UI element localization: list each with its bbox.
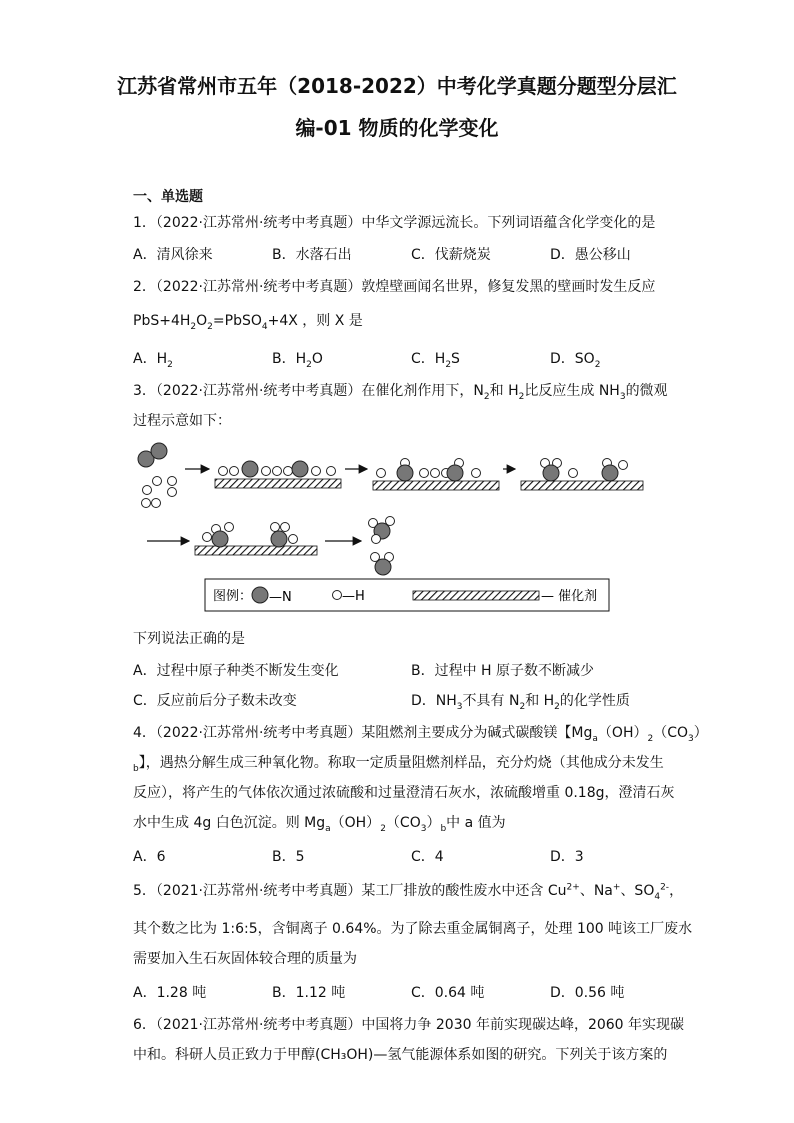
q3-question: 下列说法正确的是 <box>133 631 245 647</box>
q2-option-c[interactable]: C．$H_2S$ <box>411 351 460 370</box>
q5-option-c[interactable]: C．0.64 吨 <box>411 985 485 1001</box>
stage-6-nh3-free <box>369 517 395 576</box>
q3-option-c[interactable]: C．反应前后分子数未改变 <box>133 693 297 709</box>
q1-option-c[interactable]: C．伐薪烧炭 <box>411 247 491 263</box>
q1-option-b[interactable]: B．水落石出 <box>272 247 352 263</box>
q5-stem-line1: 5．（2021·江苏常州·统考中考真题）某工厂排放的酸性废水中还含 $Cu^{2+}$、Na+、$SO_4^{2-}$， <box>133 882 684 902</box>
q2-option-a[interactable]: A．$H_2$ <box>133 351 173 370</box>
q5-option-a[interactable]: A．1.28 吨 <box>133 985 207 1001</box>
q2-equation: $PbS+4H_2O_2=PbSO_4+4X$ ，则 X 是 <box>133 313 363 332</box>
q3-option-b[interactable]: B．过程中 H 原子数不断减少 <box>411 663 595 679</box>
diagram-legend <box>205 579 609 611</box>
legend-h-atom <box>333 591 342 600</box>
q1-option-a[interactable]: A．清风徐来 <box>133 247 213 263</box>
legend-n-label: —N <box>269 590 292 605</box>
q2-option-b[interactable]: B．$H_2O$ <box>272 351 323 370</box>
q4-option-c[interactable]: C．4 <box>411 849 444 865</box>
q5-option-b[interactable]: B．1.12 吨 <box>272 985 346 1001</box>
q4-option-b[interactable]: B．5 <box>272 849 305 865</box>
q4-stem-line2: $_b$】，遇热分解生成三种氧化物。称取一定质量阻燃剂样品，充分灼烧（其他成分未发生 <box>133 755 664 774</box>
legend-n-atom <box>252 587 268 603</box>
q4-option-a[interactable]: A．6 <box>133 849 166 865</box>
q3-option-d[interactable]: D．$NH_3$不具有 $N_2$和 $H_2$的化学性质 <box>411 693 630 712</box>
reaction-process-diagram <box>133 435 653 615</box>
q4-stem-line1: 4．（2022·江苏常州·统考中考真题）某阻燃剂主要成分为碱式碳酸镁【$Mg_a(OH)_2(CO_3)$ <box>133 725 708 744</box>
section-heading: 一、单选题 <box>133 189 203 205</box>
q2-option-d[interactable]: D．$SO_2$ <box>550 351 601 370</box>
stage-5-nh3-adsorbed <box>195 523 317 556</box>
legend-h-label: —H <box>342 589 365 604</box>
q5-option-d[interactable]: D．0.56 吨 <box>550 985 625 1001</box>
q3-stem-line2: 过程示意如下： <box>133 413 231 429</box>
q4-stem-line4: 水中生成 4g 白色沉淀。则 $Mg_a(OH)_2(CO_3)_b$中 a 值为 <box>133 815 506 834</box>
stage-4-nh2 <box>521 459 643 491</box>
legend-catalyst-label: — 催化剂 <box>541 589 598 604</box>
legend-prefix: 图例： <box>213 589 253 604</box>
legend-catalyst-swatch <box>413 591 539 600</box>
q3-option-a[interactable]: A．过程中原子种类不断发生变化 <box>133 663 339 679</box>
q5-stem-line3: 需要加入生石灰固体较合理的质量为 <box>133 951 357 967</box>
q2-stem: 2．（2022·江苏常州·统考中考真题）敦煌壁画闻名世界，修复发黑的壁画时发生反应 <box>133 279 656 295</box>
stage-1-molecules <box>138 443 177 508</box>
stage-3-nh <box>373 459 499 491</box>
q4-stem-line3: 反应），将产生的气体依次通过浓硫酸和过量澄清石灰水，浓硫酸增重 0.18g，澄清石灰 <box>133 785 675 801</box>
stage-2-adsorbed <box>215 461 341 488</box>
q3-stem: 3．（2022·江苏常州·统考中考真题）在催化剂作用下，$N_2$和 $H_2$比反应生成 $NH_3$的微观 <box>133 383 668 402</box>
q6-stem-line2: 中和。科研人员正致力于甲醇(CH₃OH)—氢气能源体系如图的研究。下列关于该方案的 <box>133 1047 668 1063</box>
q4-option-d[interactable]: D．3 <box>550 849 584 865</box>
q1-stem: 1．（2022·江苏常州·统考中考真题）中华文学源远流长。下列词语蕴含化学变化的是 <box>133 215 656 231</box>
q5-stem-line2: 其个数之比为 1:6:5，含铜离子 0.64%。为了除去重金属铜离子，处理 100 吨该工厂废水 <box>133 921 693 937</box>
q1-option-d[interactable]: D．愚公移山 <box>550 247 631 263</box>
q6-stem-line1: 6．（2021·江苏常州·统考中考真题）中国将力争 2030 年前实现碳达峰，2060 年实现碳 <box>133 1017 685 1033</box>
document-title-line1: 江苏省常州市五年（2018-2022）中考化学真题分题型分层汇 <box>117 74 677 98</box>
document-title-line2: 编-01 物质的化学变化 <box>295 116 499 140</box>
